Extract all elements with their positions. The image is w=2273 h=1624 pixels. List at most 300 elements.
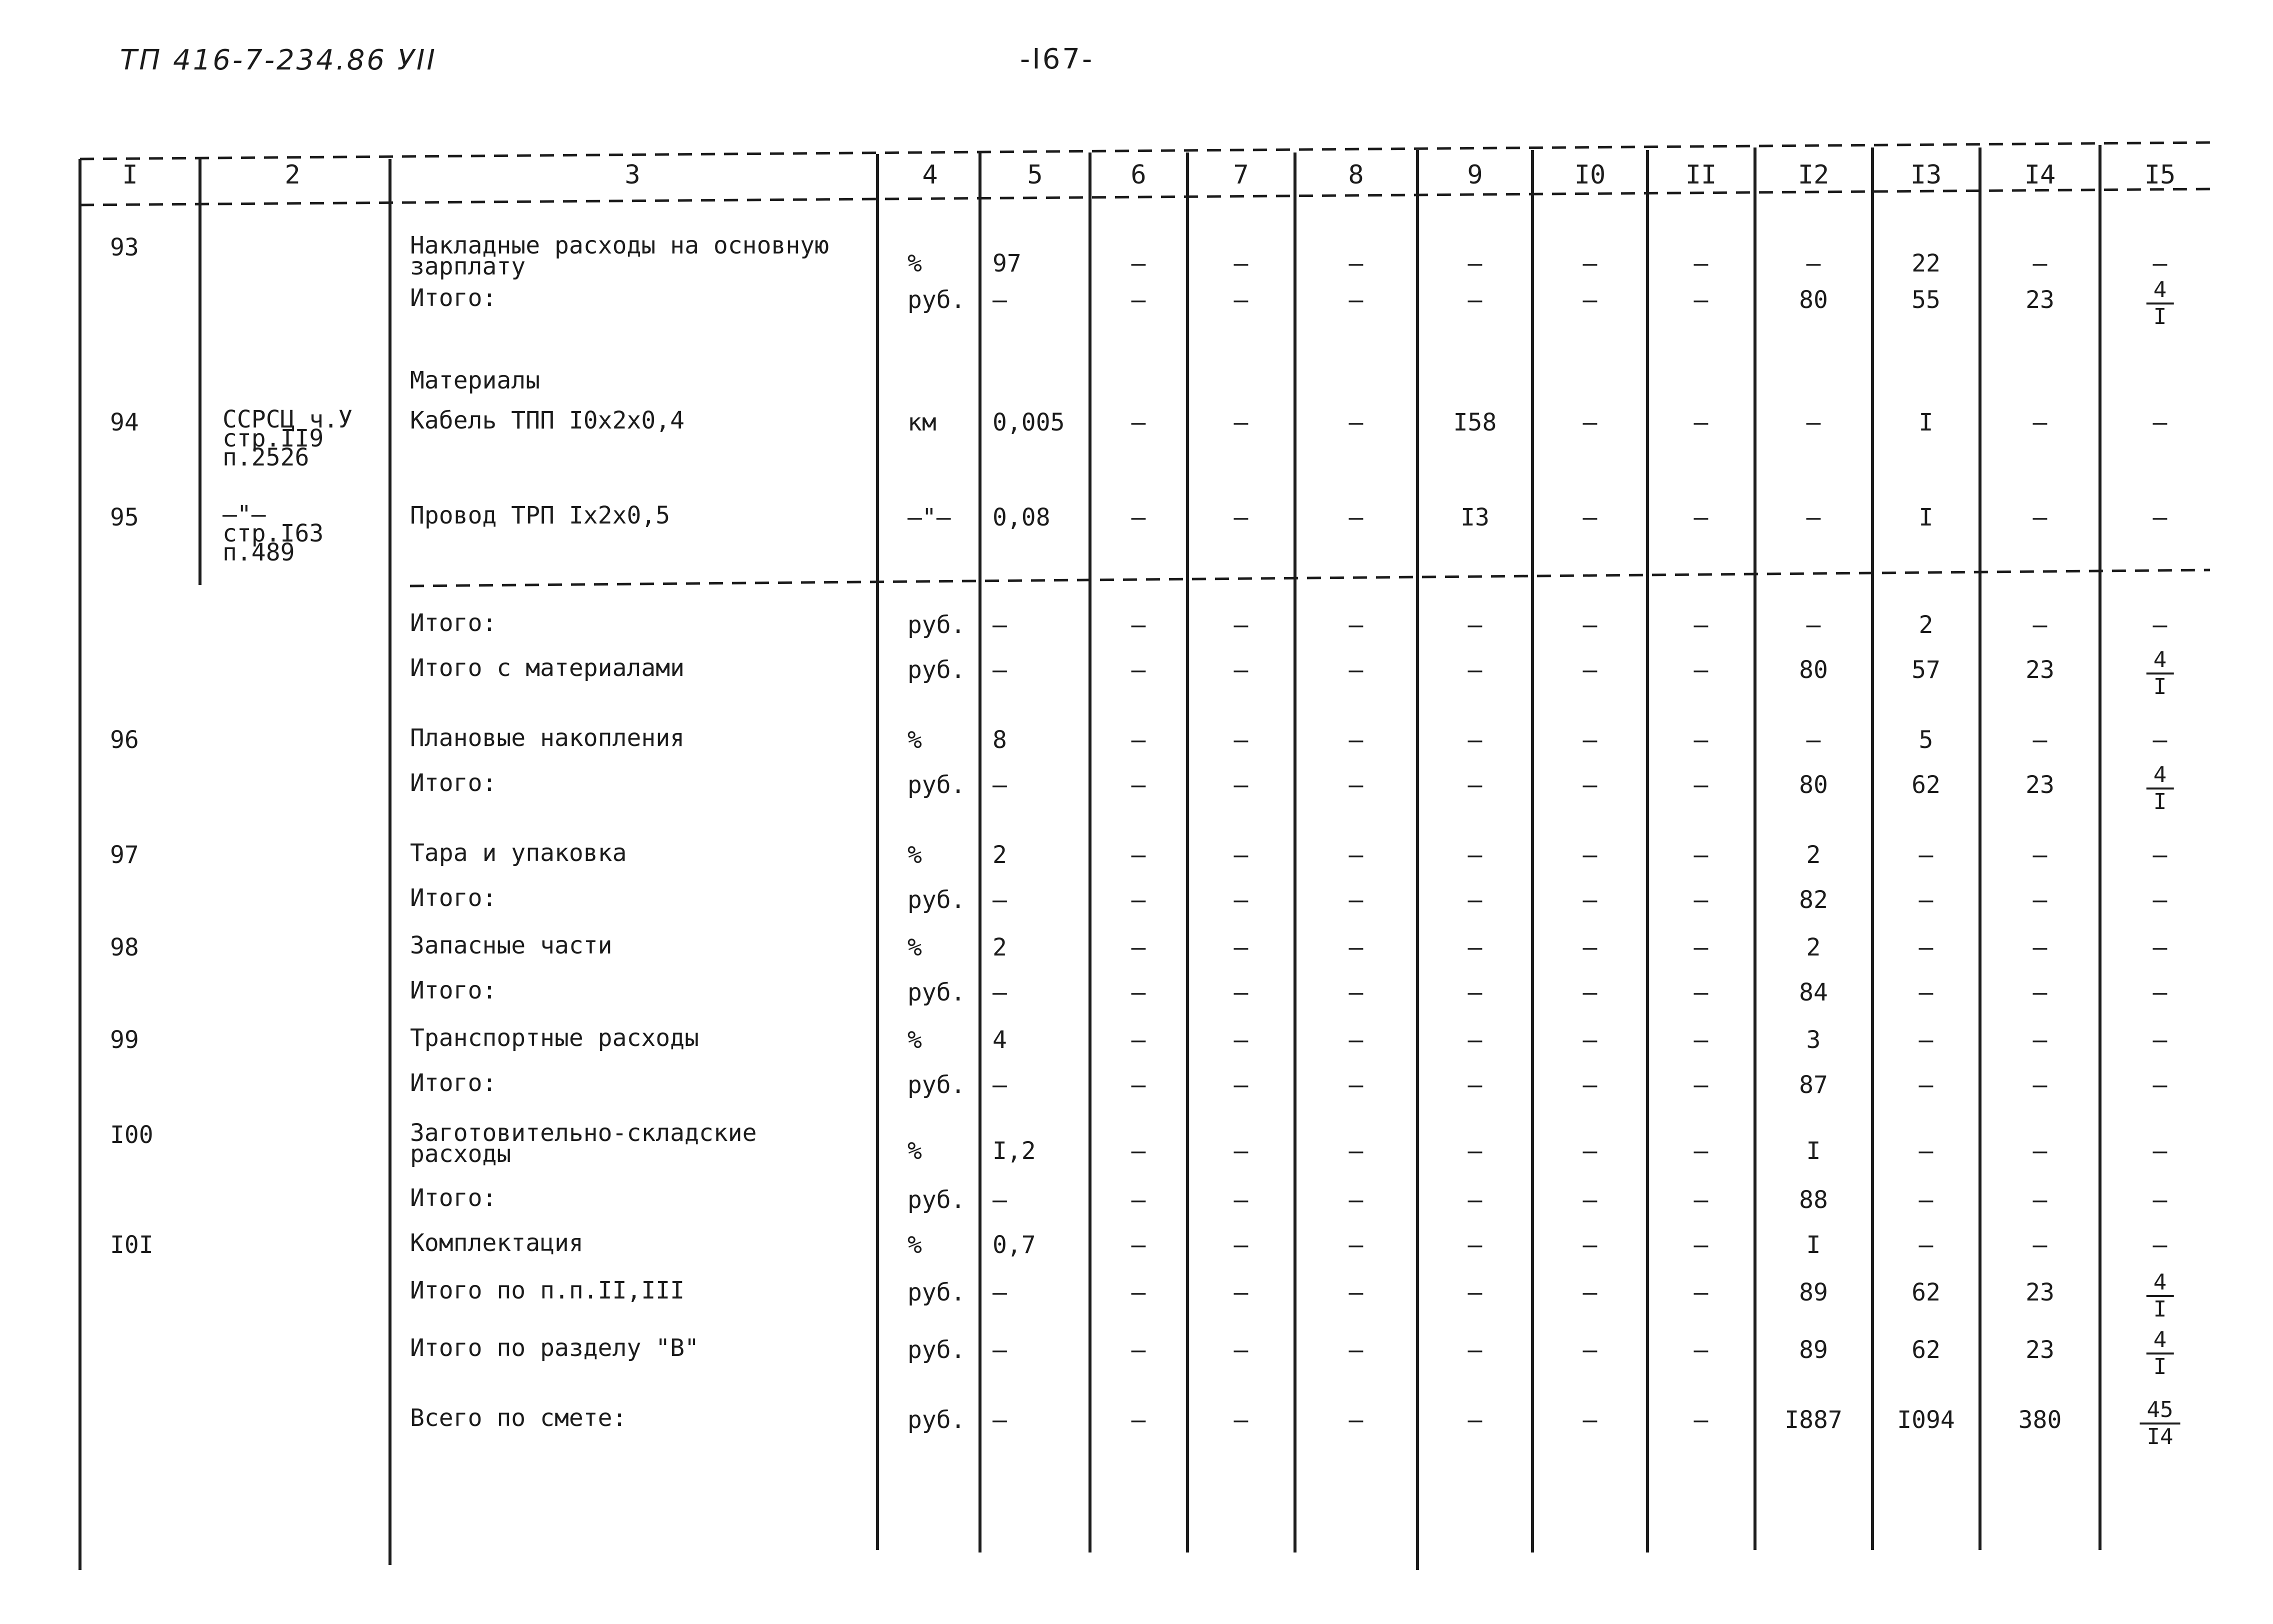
cell-col-6: – (1131, 1137, 1146, 1165)
cell-col-10: – (1582, 978, 1598, 1006)
cell-col-14: 23 (2026, 286, 2054, 314)
cell-col-5: 2 (992, 841, 1007, 869)
cell-col-8: – (1348, 504, 1364, 532)
fraction-numerator: 4 (2146, 764, 2174, 790)
row-description: Итого по п.п.II,III (410, 1276, 685, 1304)
cell-col-15: – (2152, 841, 2168, 869)
row-number: 98 (110, 934, 139, 962)
cell-col-14: – (2032, 1231, 2048, 1259)
row-number: 99 (110, 1026, 139, 1054)
row-unit: % (908, 726, 922, 754)
row-description: Итого: (410, 609, 497, 637)
fraction-denominator: I (2153, 789, 2167, 814)
cell-col-8: – (1348, 1026, 1364, 1054)
cell-col-14: – (2032, 611, 2048, 639)
cell-col-11: – (1694, 726, 1708, 754)
cell-col-15: – (2152, 1186, 2168, 1214)
cell-col-14: – (2032, 504, 2048, 532)
row-unit: руб. (908, 611, 966, 639)
cell-col-8: – (1348, 1278, 1364, 1306)
cell-col-10: – (1582, 1231, 1598, 1259)
cell-col-10: – (1582, 1071, 1598, 1099)
column-header: I2 (1798, 160, 1830, 190)
cell-col-13: – (1918, 841, 1934, 869)
cell-col-6: – (1131, 771, 1146, 799)
cell-col-9: – (1468, 1186, 1482, 1214)
cell-col-7: – (1234, 1026, 1248, 1054)
cell-col-15-fraction (2146, 648, 2174, 698)
cell-col-12: 82 (1799, 886, 1828, 914)
cell-col-5: 4 (992, 1026, 1007, 1054)
header-bottom-rule (80, 189, 2210, 205)
cell-col-7: – (1234, 1406, 1248, 1434)
cell-col-15: – (2152, 934, 2168, 962)
cell-col-11: – (1694, 771, 1708, 799)
cell-col-12: 84 (1799, 978, 1828, 1006)
cell-col-12: 2 (1806, 841, 1821, 869)
cell-col-8: – (1348, 408, 1364, 436)
cell-col-13: I (1918, 408, 1934, 436)
cell-col-8: – (1348, 1186, 1364, 1214)
cell-col-14: – (2032, 1026, 2048, 1054)
column-header: 3 (624, 160, 640, 190)
cell-col-15: – (2152, 1231, 2168, 1259)
cell-col-13: – (1918, 886, 1934, 914)
cell-col-13: – (1918, 934, 1934, 962)
cell-col-6: – (1131, 408, 1146, 436)
cell-col-12: 89 (1799, 1336, 1828, 1364)
header-top-rule (80, 142, 2210, 159)
column-header: I (122, 160, 138, 190)
column-header: I4 (2024, 160, 2056, 190)
cell-col-8: – (1348, 771, 1364, 799)
cell-col-10: – (1582, 656, 1598, 684)
cell-col-15: – (2152, 408, 2168, 436)
column-header: 7 (1233, 160, 1249, 190)
cell-col-10: – (1582, 611, 1598, 639)
cell-col-6: – (1131, 1026, 1146, 1054)
cell-col-9: – (1468, 841, 1482, 869)
row-description: Заготовительно-складские расходы (410, 1119, 757, 1168)
cell-col-6: – (1131, 726, 1146, 754)
cell-col-13: I094 (1897, 1406, 1955, 1434)
cell-col-7: – (1234, 934, 1248, 962)
row-reference: ССРСЦ ч.У стр.II9 п.2526 (222, 406, 353, 472)
cell-col-13: – (1918, 1071, 1934, 1099)
cell-col-15-fraction (2146, 764, 2174, 814)
cell-col-5: – (992, 886, 1007, 914)
cell-col-7: – (1234, 841, 1248, 869)
row-description: Итого: (410, 884, 497, 912)
cell-col-13: 22 (1912, 250, 1940, 278)
cell-col-8: – (1348, 978, 1364, 1006)
cell-col-13: I (1918, 504, 1934, 532)
document-code: ТП 416-7-234.86 УII (120, 44, 437, 76)
cell-col-14: – (2032, 841, 2048, 869)
cell-col-13: 5 (1918, 726, 1934, 754)
cell-col-12: 88 (1799, 1186, 1828, 1214)
cell-col-12: I (1806, 1137, 1821, 1165)
cell-col-11: – (1694, 841, 1708, 869)
row-description: Тара и упаковка (410, 839, 627, 867)
cell-col-6: – (1131, 656, 1146, 684)
cell-col-6: – (1131, 1186, 1146, 1214)
cell-col-8: – (1348, 841, 1364, 869)
cell-col-13: – (1918, 1026, 1934, 1054)
cell-col-15: – (2152, 504, 2168, 532)
cell-col-5: – (992, 1186, 1007, 1214)
cell-col-12: 80 (1799, 286, 1828, 314)
cell-col-7: – (1234, 250, 1248, 278)
cell-col-7: – (1234, 286, 1248, 314)
cell-col-13: 55 (1912, 286, 1940, 314)
cell-col-5: 0,005 (992, 408, 1065, 436)
cell-col-9: – (1468, 611, 1482, 639)
row-number: 93 (110, 234, 139, 262)
cell-col-6: – (1131, 1231, 1146, 1259)
cell-col-9: – (1468, 1231, 1482, 1259)
cell-col-8: – (1348, 1071, 1364, 1099)
cell-col-9: – (1468, 1406, 1482, 1434)
cell-col-11: – (1694, 1186, 1708, 1214)
cell-col-14: – (2032, 934, 2048, 962)
cell-col-6: – (1131, 886, 1146, 914)
cell-col-11: – (1694, 1026, 1708, 1054)
cell-col-14: 23 (2026, 656, 2054, 684)
row-description: Кабель ТПП I0х2х0,4 (410, 406, 685, 434)
cell-col-14: – (2032, 1137, 2048, 1165)
cell-col-13: 62 (1912, 771, 1940, 799)
cell-col-9: – (1468, 1336, 1482, 1364)
row-unit: руб. (908, 978, 966, 1006)
cell-col-13: – (1918, 978, 1934, 1006)
row-unit: руб. (908, 886, 966, 914)
cell-col-8: – (1348, 1336, 1364, 1364)
row-description: Итого: (410, 1069, 497, 1097)
cell-col-13: 62 (1912, 1278, 1940, 1306)
cell-col-5: 0,7 (992, 1231, 1036, 1259)
cell-col-10: – (1582, 726, 1598, 754)
cell-col-12: – (1806, 504, 1821, 532)
fraction-numerator: 45 (2140, 1398, 2180, 1424)
fraction-numerator: 4 (2146, 278, 2174, 304)
cell-col-10: – (1582, 286, 1598, 314)
row-unit: руб. (908, 1336, 966, 1364)
column-header: 8 (1348, 160, 1364, 190)
row-description: Итого с материалами (410, 654, 685, 682)
fraction-denominator: I4 (2146, 1424, 2174, 1450)
cell-col-15: – (2152, 886, 2168, 914)
cell-col-5: I,2 (992, 1137, 1036, 1165)
row-number: 94 (110, 408, 139, 436)
cell-col-10: – (1582, 1278, 1598, 1306)
cell-col-10: – (1582, 1406, 1598, 1434)
cell-col-5: – (992, 1278, 1007, 1306)
cell-col-6: – (1131, 504, 1146, 532)
cell-col-15: – (2152, 978, 2168, 1006)
column-header: I3 (1910, 160, 1942, 190)
cell-col-6: – (1131, 286, 1146, 314)
cell-col-15: – (2152, 250, 2168, 278)
row-description: Итого по разделу "В" (410, 1334, 699, 1362)
cell-col-8: – (1348, 611, 1364, 639)
cell-col-7: – (1234, 1231, 1248, 1259)
cell-col-15-fraction (2146, 1328, 2174, 1378)
cell-col-7: – (1234, 1336, 1248, 1364)
cell-col-15: – (2152, 611, 2168, 639)
row-unit: руб. (908, 1071, 966, 1099)
fraction-denominator: I (2153, 1296, 2167, 1322)
cell-col-9: – (1468, 978, 1482, 1006)
cell-col-7: – (1234, 1186, 1248, 1214)
cell-col-9: – (1468, 771, 1482, 799)
column-header: I5 (2144, 160, 2176, 190)
cell-col-9: – (1468, 286, 1482, 314)
cell-col-10: – (1582, 934, 1598, 962)
cell-col-9: – (1468, 1071, 1482, 1099)
cell-col-12: I (1806, 1231, 1821, 1259)
cell-col-13: – (1918, 1137, 1934, 1165)
cell-col-7: – (1234, 656, 1248, 684)
cell-col-12: 2 (1806, 934, 1821, 962)
cell-col-11: – (1694, 1278, 1708, 1306)
row-unit: руб. (908, 1406, 966, 1434)
row-reference: –"– стр.I63 п.489 (222, 500, 324, 566)
cell-col-7: – (1234, 978, 1248, 1006)
row-unit: руб. (908, 1278, 966, 1306)
cell-col-14: 23 (2026, 1278, 2054, 1306)
cell-col-7: – (1234, 611, 1248, 639)
cell-col-12: 3 (1806, 1026, 1821, 1054)
cell-col-14: – (2032, 726, 2048, 754)
cell-col-14: – (2032, 886, 2048, 914)
cell-col-5: – (992, 1336, 1007, 1364)
row-description: Материалы (410, 366, 540, 394)
row-description: Комплектация (410, 1229, 584, 1257)
fraction-denominator: I (2153, 304, 2167, 330)
cell-col-5: – (992, 978, 1007, 1006)
cell-col-6: – (1131, 1071, 1146, 1099)
row-number: I00 (110, 1121, 154, 1149)
cell-col-10: – (1582, 1026, 1598, 1054)
cell-col-10: – (1582, 1137, 1598, 1165)
cell-col-12: – (1806, 408, 1821, 436)
cell-col-12: – (1806, 250, 1821, 278)
row-number: I0I (110, 1231, 154, 1259)
cell-col-5: 97 (992, 250, 1022, 278)
row-unit: руб. (908, 656, 966, 684)
cell-col-7: – (1234, 408, 1248, 436)
cell-col-6: – (1131, 1406, 1146, 1434)
cell-col-6: – (1131, 841, 1146, 869)
cell-col-11: – (1694, 656, 1708, 684)
cell-col-10: – (1582, 408, 1598, 436)
cell-col-8: – (1348, 1231, 1364, 1259)
cell-col-11: – (1694, 1336, 1708, 1364)
row-description: Итого: (410, 976, 497, 1004)
cell-col-14: – (2032, 1071, 2048, 1099)
column-header: 9 (1467, 160, 1483, 190)
row-unit: % (908, 1026, 922, 1054)
cell-col-9: – (1468, 726, 1482, 754)
row-unit: руб. (908, 771, 966, 799)
cell-col-6: – (1131, 250, 1146, 278)
cell-col-8: – (1348, 250, 1364, 278)
row-description: Всего по смете: (410, 1404, 627, 1432)
cell-col-14: – (2032, 1186, 2048, 1214)
cell-col-5: 2 (992, 934, 1007, 962)
cell-col-14: – (2032, 250, 2048, 278)
row-unit: –"– (908, 504, 951, 532)
column-header: I0 (1574, 160, 1606, 190)
row-unit: руб. (908, 1186, 966, 1214)
cell-col-6: – (1131, 934, 1146, 962)
cell-col-5: 8 (992, 726, 1007, 754)
cell-col-11: – (1694, 1231, 1708, 1259)
cell-col-9: – (1468, 1137, 1482, 1165)
cell-col-7: – (1234, 504, 1248, 532)
cell-col-7: – (1234, 771, 1248, 799)
column-header: 2 (284, 160, 300, 190)
column-header: 6 (1130, 160, 1146, 190)
row-description: Провод ТРП Iх2х0,5 (410, 502, 670, 530)
cell-col-10: – (1582, 504, 1598, 532)
cell-col-14: – (2032, 978, 2048, 1006)
cell-col-7: – (1234, 1071, 1248, 1099)
cell-col-11: – (1694, 886, 1708, 914)
row-unit: % (908, 934, 922, 962)
cell-col-12: 80 (1799, 771, 1828, 799)
row-unit: % (908, 841, 922, 869)
cell-col-14: 23 (2026, 771, 2054, 799)
cell-col-10: – (1582, 841, 1598, 869)
cell-col-12: 80 (1799, 656, 1828, 684)
column-header: II (1685, 160, 1717, 190)
row-unit: руб. (908, 286, 966, 314)
cell-col-5: – (992, 1071, 1007, 1099)
cell-col-12: 87 (1799, 1071, 1828, 1099)
cell-col-15-fraction (2146, 1271, 2174, 1321)
cell-col-6: – (1131, 1336, 1146, 1364)
cell-col-8: – (1348, 656, 1364, 684)
cell-col-11: – (1694, 934, 1708, 962)
row-description: Запасные части (410, 932, 612, 960)
row-unit: км (908, 408, 936, 436)
cell-col-8: – (1348, 1406, 1364, 1434)
cell-col-14: 23 (2026, 1336, 2054, 1364)
cell-col-9: – (1468, 886, 1482, 914)
cell-col-9: – (1468, 656, 1482, 684)
fraction-numerator: 4 (2146, 1271, 2174, 1297)
cell-col-6: – (1131, 611, 1146, 639)
cell-col-8: – (1348, 934, 1364, 962)
cell-col-9: I58 (1453, 408, 1497, 436)
cell-col-11: – (1694, 611, 1708, 639)
cell-col-15: – (2152, 1026, 2168, 1054)
cell-col-11: – (1694, 1137, 1708, 1165)
cell-col-13: 62 (1912, 1336, 1940, 1364)
fraction-denominator: I (2153, 1354, 2167, 1380)
cell-col-7: – (1234, 886, 1248, 914)
cell-col-7: – (1234, 1278, 1248, 1306)
cell-col-9: – (1468, 1026, 1482, 1054)
fraction-numerator: 4 (2146, 1328, 2174, 1354)
page-number: -I67- (1020, 43, 1094, 76)
cell-col-10: – (1582, 1336, 1598, 1364)
cell-col-11: – (1694, 504, 1708, 532)
row-number: 96 (110, 726, 139, 754)
cell-col-11: – (1694, 978, 1708, 1006)
cell-col-8: – (1348, 286, 1364, 314)
cell-col-12: I887 (1784, 1406, 1842, 1434)
section-rule (410, 570, 2210, 586)
row-description: Накладные расходы на основную зарплату (410, 232, 830, 280)
cell-col-9: – (1468, 1278, 1482, 1306)
row-description: Итого: (410, 284, 497, 312)
cell-col-9: – (1468, 250, 1482, 278)
cell-col-11: – (1694, 250, 1708, 278)
cell-col-13: – (1918, 1231, 1934, 1259)
cell-col-13: 2 (1918, 611, 1934, 639)
cell-col-12: – (1806, 726, 1821, 754)
row-description: Итого: (410, 769, 497, 797)
cell-col-10: – (1582, 886, 1598, 914)
cell-col-5: – (992, 286, 1007, 314)
cell-col-6: – (1131, 1278, 1146, 1306)
cell-col-10: – (1582, 771, 1598, 799)
cell-col-11: – (1694, 408, 1708, 436)
cell-col-15-fraction (2140, 1398, 2180, 1448)
cell-col-10: – (1582, 250, 1598, 278)
row-description: Транспортные расходы (410, 1024, 699, 1052)
cell-col-7: – (1234, 1137, 1248, 1165)
row-number: 95 (110, 504, 139, 532)
cell-col-8: – (1348, 886, 1364, 914)
cell-col-15: – (2152, 1071, 2168, 1099)
row-unit: % (908, 250, 922, 278)
cell-col-11: – (1694, 1406, 1708, 1434)
row-number: 97 (110, 841, 139, 869)
row-description: Плановые накопления (410, 724, 685, 752)
cell-col-8: – (1348, 1137, 1364, 1165)
cell-col-13: – (1918, 1186, 1934, 1214)
column-header: 4 (922, 160, 938, 190)
cell-col-10: – (1582, 1186, 1598, 1214)
cell-col-12: – (1806, 611, 1821, 639)
cell-col-15-fraction (2146, 278, 2174, 328)
cell-col-12: 89 (1799, 1278, 1828, 1306)
cell-col-14: 380 (2018, 1406, 2062, 1434)
column-header: 5 (1027, 160, 1043, 190)
cell-col-9: – (1468, 934, 1482, 962)
cell-col-6: – (1131, 978, 1146, 1006)
cell-col-7: – (1234, 726, 1248, 754)
row-unit: % (908, 1137, 922, 1165)
cell-col-9: I3 (1460, 504, 1490, 532)
cell-col-14: – (2032, 408, 2048, 436)
cell-col-15: – (2152, 1137, 2168, 1165)
fraction-numerator: 4 (2146, 648, 2174, 674)
cell-col-8: – (1348, 726, 1364, 754)
cell-col-5: – (992, 771, 1007, 799)
row-description: Итого: (410, 1184, 497, 1212)
fraction-denominator: I (2153, 674, 2167, 700)
cell-col-11: – (1694, 286, 1708, 314)
cell-col-5: – (992, 656, 1007, 684)
cell-col-5: – (992, 1406, 1007, 1434)
cell-col-5: – (992, 611, 1007, 639)
cell-col-11: – (1694, 1071, 1708, 1099)
